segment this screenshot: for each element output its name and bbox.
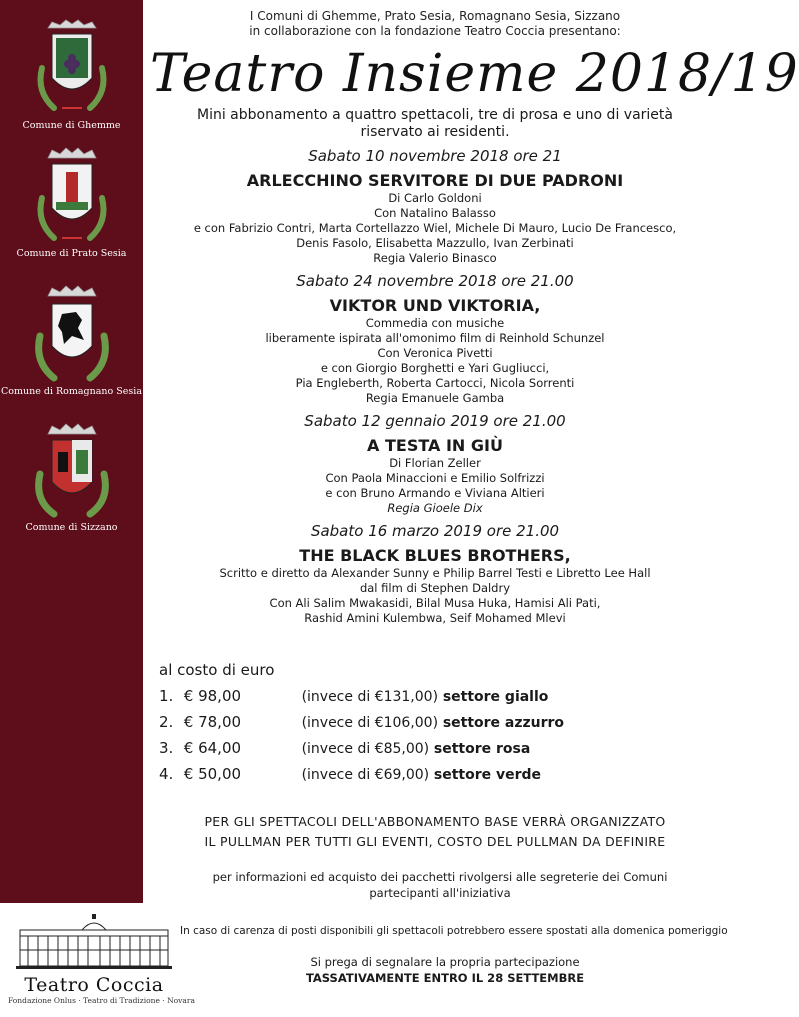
- show-credit: Pia Engleberth, Roberta Cartocci, Nicola Sorrenti: [295, 376, 575, 390]
- price-number: 1.: [159, 687, 174, 705]
- price-amount: € 98,00: [183, 687, 242, 705]
- deadline-date: TASSATIVAMENTE ENTRO IL 28 SETTEMBRE: [305, 971, 585, 985]
- price-sector: settore azzurro: [442, 715, 565, 731]
- price-number: 3.: [159, 739, 174, 757]
- ghemme-coat-of-arms-icon: [32, 18, 112, 118]
- comune-ghemme: [0, 18, 143, 131]
- price-row: [159, 762, 559, 788]
- price-amount: € 64,00: [183, 739, 242, 757]
- info-line: per informazioni ed acquisto dei pacchetti rivolgersi alle segreterie dei Comuni: [212, 870, 668, 884]
- show-credit: Commedia con musiche: [365, 316, 505, 330]
- intro-line: in collaborazione con la fondazione Teatro Coccia presentano:: [249, 24, 621, 38]
- logo-name: Teatro Coccia: [24, 974, 164, 996]
- show-title: A TESTA IN GIÙ: [367, 436, 503, 455]
- price-original: (invece di €106,00): [301, 715, 439, 731]
- comune-label: Comune di Romagnano Sesia: [1, 386, 142, 397]
- comune-label: Comune di Prato Sesia: [16, 248, 127, 259]
- availability-note: In caso di carenza di posti disponibili gli spettacoli potrebbero essere spostati alla domenica pomeriggio: [180, 925, 728, 937]
- show-credit: Scritto e diretto da Alexander Sunny e Philip Barrel Testi e Libretto Lee Hall: [219, 566, 651, 580]
- price-list: [159, 660, 565, 788]
- show-credit: e con Giorgio Borghetti e Yari Gugliucci,: [320, 361, 550, 375]
- show-credit: Denis Fasolo, Elisabetta Mazzullo, Ivan Zerbinati: [296, 236, 574, 250]
- price-amount: € 50,00: [183, 765, 242, 783]
- price-original: (invece di €131,00): [301, 689, 439, 705]
- deadline-notice: [220, 954, 670, 986]
- show-credit: dal film di Stephen Daldry: [359, 581, 511, 595]
- show-credit: e con Bruno Armando e Viviana Altieri: [325, 486, 545, 500]
- main-content: [150, 0, 799, 626]
- price-row: [159, 736, 559, 762]
- show-credit: e con Fabrizio Contri, Marta Cortellazzo Wiel, Michele Di Mauro, Lucio De Francesco,: [193, 221, 677, 235]
- show-credit: Regia Emanuele Gamba: [365, 391, 505, 405]
- subtitle-line: riservato ai residenti.: [360, 124, 510, 140]
- show-credit: Con Paola Minaccioni e Emilio Solfrizzi: [325, 471, 545, 485]
- sizzano-coat-of-arms-icon: [32, 422, 112, 520]
- pullman-line: IL PULLMAN PER TUTTI GLI EVENTI, COSTO DEL PULLMAN DA DEFINIRE: [204, 834, 666, 849]
- show-title: THE BLACK BLUES BROTHERS,: [299, 546, 571, 565]
- show-date: Sabato 24 novembre 2018 ore 21.00: [296, 272, 574, 290]
- show-credit: Regia Gioele Dix: [387, 501, 483, 515]
- info-line: partecipanti all'iniziativa: [369, 886, 511, 900]
- show-credit: Rashid Amini Kulembwa, Seif Mohamed Mlevi: [304, 611, 566, 625]
- comune-label: Comune di Sizzano: [25, 522, 118, 533]
- show-title: VIKTOR UND VIKTORIA,: [329, 296, 541, 315]
- price-original: (invece di €69,00): [301, 767, 430, 783]
- price-amount: € 78,00: [183, 713, 242, 731]
- show-credit: Di Carlo Goldoni: [388, 191, 482, 205]
- price-original: (invece di €85,00): [301, 741, 430, 757]
- intro-line: I Comuni di Ghemme, Prato Sesia, Romagnano Sesia, Sizzano: [249, 9, 621, 23]
- price-number: 4.: [159, 765, 174, 783]
- teatro-coccia-logo: [8, 912, 195, 1005]
- comune-label: Comune di Ghemme: [22, 120, 121, 131]
- price-sector: settore giallo: [442, 689, 549, 705]
- pullman-line: PER GLI SPETTACOLI DELL'ABBONAMENTO BASE VERRÀ ORGANIZZATO: [204, 814, 666, 829]
- deadline-line: Si prega di segnalare la propria partecipazione: [310, 955, 580, 969]
- show-date: Sabato 12 gennaio 2019 ore 21.00: [304, 412, 566, 430]
- logo-subtitle: Fondazione Onlus · Teatro di Tradizione · Novara: [8, 996, 195, 1005]
- show-date: Sabato 16 marzo 2019 ore 21.00: [310, 522, 560, 540]
- intro: [150, 0, 720, 39]
- show-credit: Regia Valerio Binasco: [373, 251, 497, 265]
- price-row: [159, 684, 559, 710]
- price-number: 2.: [159, 713, 174, 731]
- comune-sizzano: [0, 422, 143, 533]
- info-notice: [190, 869, 690, 901]
- prato-sesia-coat-of-arms-icon: [32, 146, 112, 246]
- subtitle-line: Mini abbonamento a quattro spettacoli, tre di prosa e uno di varietà: [197, 107, 673, 123]
- comune-prato-sesia: [0, 146, 143, 259]
- comune-romagnano-sesia: [0, 284, 143, 397]
- show-date: Sabato 10 novembre 2018 ore 21: [308, 147, 562, 165]
- pullman-notice: [150, 812, 720, 852]
- sidebar: [0, 0, 143, 903]
- price-row: [159, 710, 565, 736]
- show-credit: Con Ali Salim Mwakasidi, Bilal Musa Huka, Hamisi Ali Pati,: [269, 596, 601, 610]
- show-credit: liberamente ispirata all'omonimo film di Reinhold Schunzel: [265, 331, 605, 345]
- price-sector: settore verde: [433, 767, 542, 783]
- price-heading: al costo di euro: [159, 661, 275, 679]
- show-title: ARLECCHINO SERVITORE DI DUE PADRONI: [246, 171, 624, 190]
- price-sector: settore rosa: [433, 741, 531, 757]
- show-credit: Con Natalino Balasso: [374, 206, 496, 220]
- subtitle: [150, 107, 720, 141]
- romagnano-sesia-coat-of-arms-icon: [32, 284, 112, 384]
- deadline-line: [220, 970, 670, 986]
- show-credit: Di Florian Zeller: [389, 456, 481, 470]
- show-credit: Con Veronica Pivetti: [377, 346, 493, 360]
- page-title: Teatro Insieme 2018/19: [150, 44, 799, 104]
- theater-building-icon: [14, 912, 174, 970]
